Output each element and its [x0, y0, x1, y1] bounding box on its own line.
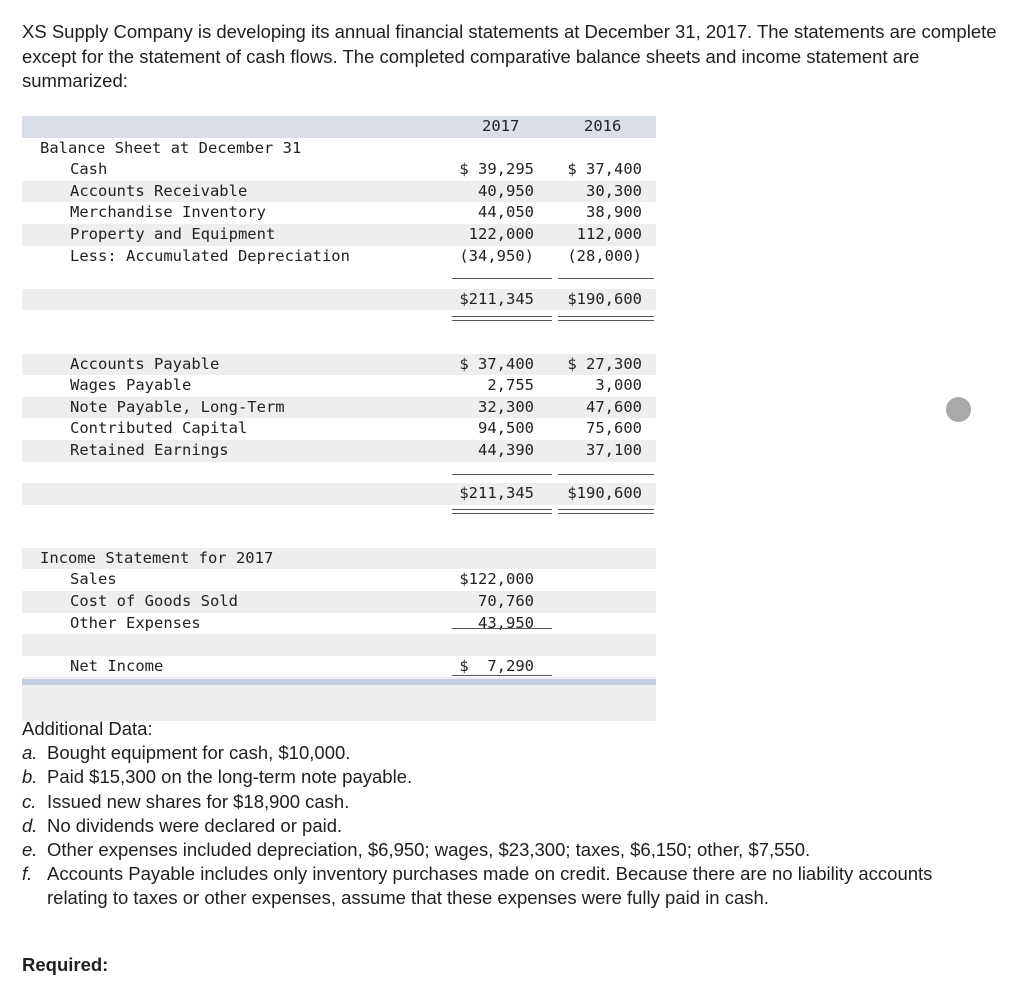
spacer-row: [22, 505, 656, 527]
table-row: [22, 397, 656, 419]
row-label: Property and Equipment: [70, 224, 276, 243]
underline-2017: [452, 278, 552, 279]
spacer-row: [22, 267, 656, 289]
problem-intro: XS Supply Company is developing its annual financial statements at December 31, 2017. The statements are complete except for the statement of cash flows. The completed comparative balance sheets and income statement are summarized:: [22, 21, 997, 91]
assets-total-2017: $211,345: [459, 289, 534, 308]
table-row: [22, 202, 656, 224]
row-label: Cash: [70, 160, 108, 179]
item-text: Paid $15,300 on the long-term note payable.: [47, 766, 413, 788]
underline-2016: [558, 278, 654, 279]
value-2016: (28,000): [567, 246, 642, 265]
table-row: [22, 354, 656, 376]
list-item: [22, 862, 997, 910]
row-label: Merchandise Inventory: [70, 203, 266, 222]
net-income-value: $ 7,290: [459, 656, 534, 675]
underline-2017: [452, 474, 552, 475]
value-2017: $ 37,400: [459, 354, 534, 373]
table-row: [22, 569, 656, 591]
item-text: Bought equipment for cash, $10,000.: [47, 742, 351, 764]
table-row: [22, 246, 656, 268]
item-letter: a.: [22, 742, 38, 764]
value-2016: 47,600: [586, 397, 642, 416]
table-header-row: [22, 116, 656, 138]
income-statement-title-row: [22, 548, 656, 570]
row-label: Accounts Payable: [70, 354, 220, 373]
item-letter: f.: [22, 863, 33, 885]
table-row: [22, 224, 656, 246]
value-2017: 40,950: [478, 181, 534, 200]
liabilities-total-row: [22, 483, 656, 505]
spacer-row: [22, 634, 656, 656]
value-2017: 2,755: [487, 376, 534, 395]
required-heading: Required:: [22, 954, 109, 975]
list-item: [22, 814, 997, 838]
table-row: [22, 440, 656, 462]
row-label: Accounts Receivable: [70, 181, 248, 200]
double-underline-2016: [558, 509, 654, 514]
underline-2016: [558, 474, 654, 475]
additional-data-title: Additional Data:: [22, 718, 153, 739]
row-label: Wages Payable: [70, 376, 192, 395]
value-2016: 112,000: [576, 224, 642, 243]
value-2016: $ 27,300: [567, 354, 642, 373]
net-income-label: Net Income: [70, 656, 164, 675]
value-2017: 70,760: [478, 592, 534, 611]
value-2016: 37,100: [586, 440, 642, 459]
list-item: [22, 790, 997, 814]
double-underline-2016: [558, 316, 654, 321]
value-2017: 44,390: [478, 440, 534, 459]
item-letter: e.: [22, 839, 38, 861]
table-row: [22, 613, 656, 635]
row-label: Retained Earnings: [70, 440, 229, 459]
value-2016: 38,900: [586, 203, 642, 222]
column-header-2017: 2017: [482, 117, 520, 135]
value-2017: 44,050: [478, 203, 534, 222]
list-item: [22, 741, 997, 765]
value-2016: 30,300: [586, 181, 642, 200]
value-2017: $122,000: [459, 570, 534, 589]
value-2017: $ 39,295: [459, 160, 534, 179]
value-2017: 94,500: [478, 419, 534, 438]
balance-sheet-title-row: [22, 138, 656, 160]
column-header-2016: 2016: [584, 117, 622, 135]
additional-data: [22, 717, 997, 911]
assets-total-2016: $190,600: [567, 289, 642, 308]
value-2016: 75,600: [586, 419, 642, 438]
table-row: [22, 591, 656, 613]
financial-statements-table: [22, 116, 656, 721]
spacer-row: [22, 462, 656, 484]
table-row: [22, 159, 656, 181]
spacer-row: [22, 310, 656, 332]
item-letter: b.: [22, 766, 38, 788]
assets-total-row: [22, 289, 656, 311]
item-letter: d.: [22, 814, 38, 836]
spacer-row: [22, 332, 656, 354]
income-statement-title: Income Statement for 2017: [40, 548, 274, 567]
row-label: Sales: [70, 570, 117, 589]
value-2017: 43,950: [478, 613, 534, 632]
table-row: [22, 375, 656, 397]
table-row: [22, 418, 656, 440]
liabilities-total-2017: $211,345: [459, 484, 534, 503]
table-row: [22, 181, 656, 203]
scroll-indicator-dot[interactable]: [946, 397, 971, 422]
spacer-row: [22, 526, 656, 548]
row-label: Note Payable, Long-Term: [70, 397, 285, 416]
item-text: No dividends were declared or paid.: [47, 814, 343, 836]
row-label: Other Expenses: [70, 613, 201, 632]
double-underline-2017: [452, 509, 552, 514]
balance-sheet-title: Balance Sheet at December 31: [40, 138, 302, 157]
list-item: [22, 838, 997, 862]
value-2017: 32,300: [478, 397, 534, 416]
double-underline-2017: [452, 316, 552, 321]
row-label: Cost of Goods Sold: [70, 592, 238, 611]
item-text: Issued new shares for $18,900 cash.: [47, 790, 350, 812]
liabilities-total-2016: $190,600: [567, 484, 642, 503]
row-label: Less: Accumulated Depreciation: [70, 246, 350, 265]
value-2017: 122,000: [468, 224, 534, 243]
underline-2017: [452, 628, 552, 629]
row-label: Contributed Capital: [70, 419, 248, 438]
table-footer-bar: [22, 679, 656, 685]
item-text: Accounts Payable includes only inventory purchases made on credit. Because there are no liability accounts relating to taxes or other expenses, assume that these expenses were fully paid in cash.: [47, 863, 933, 909]
list-item: [22, 765, 997, 789]
net-income-row: [22, 656, 656, 678]
item-text: Other expenses included depreciation, $6,950; wages, $23,300; taxes, $6,150; other, $7,550.: [47, 839, 811, 861]
value-2017: (34,950): [459, 246, 534, 265]
item-letter: c.: [22, 790, 37, 812]
value-2016: $ 37,400: [567, 160, 642, 179]
value-2016: 3,000: [595, 376, 642, 395]
